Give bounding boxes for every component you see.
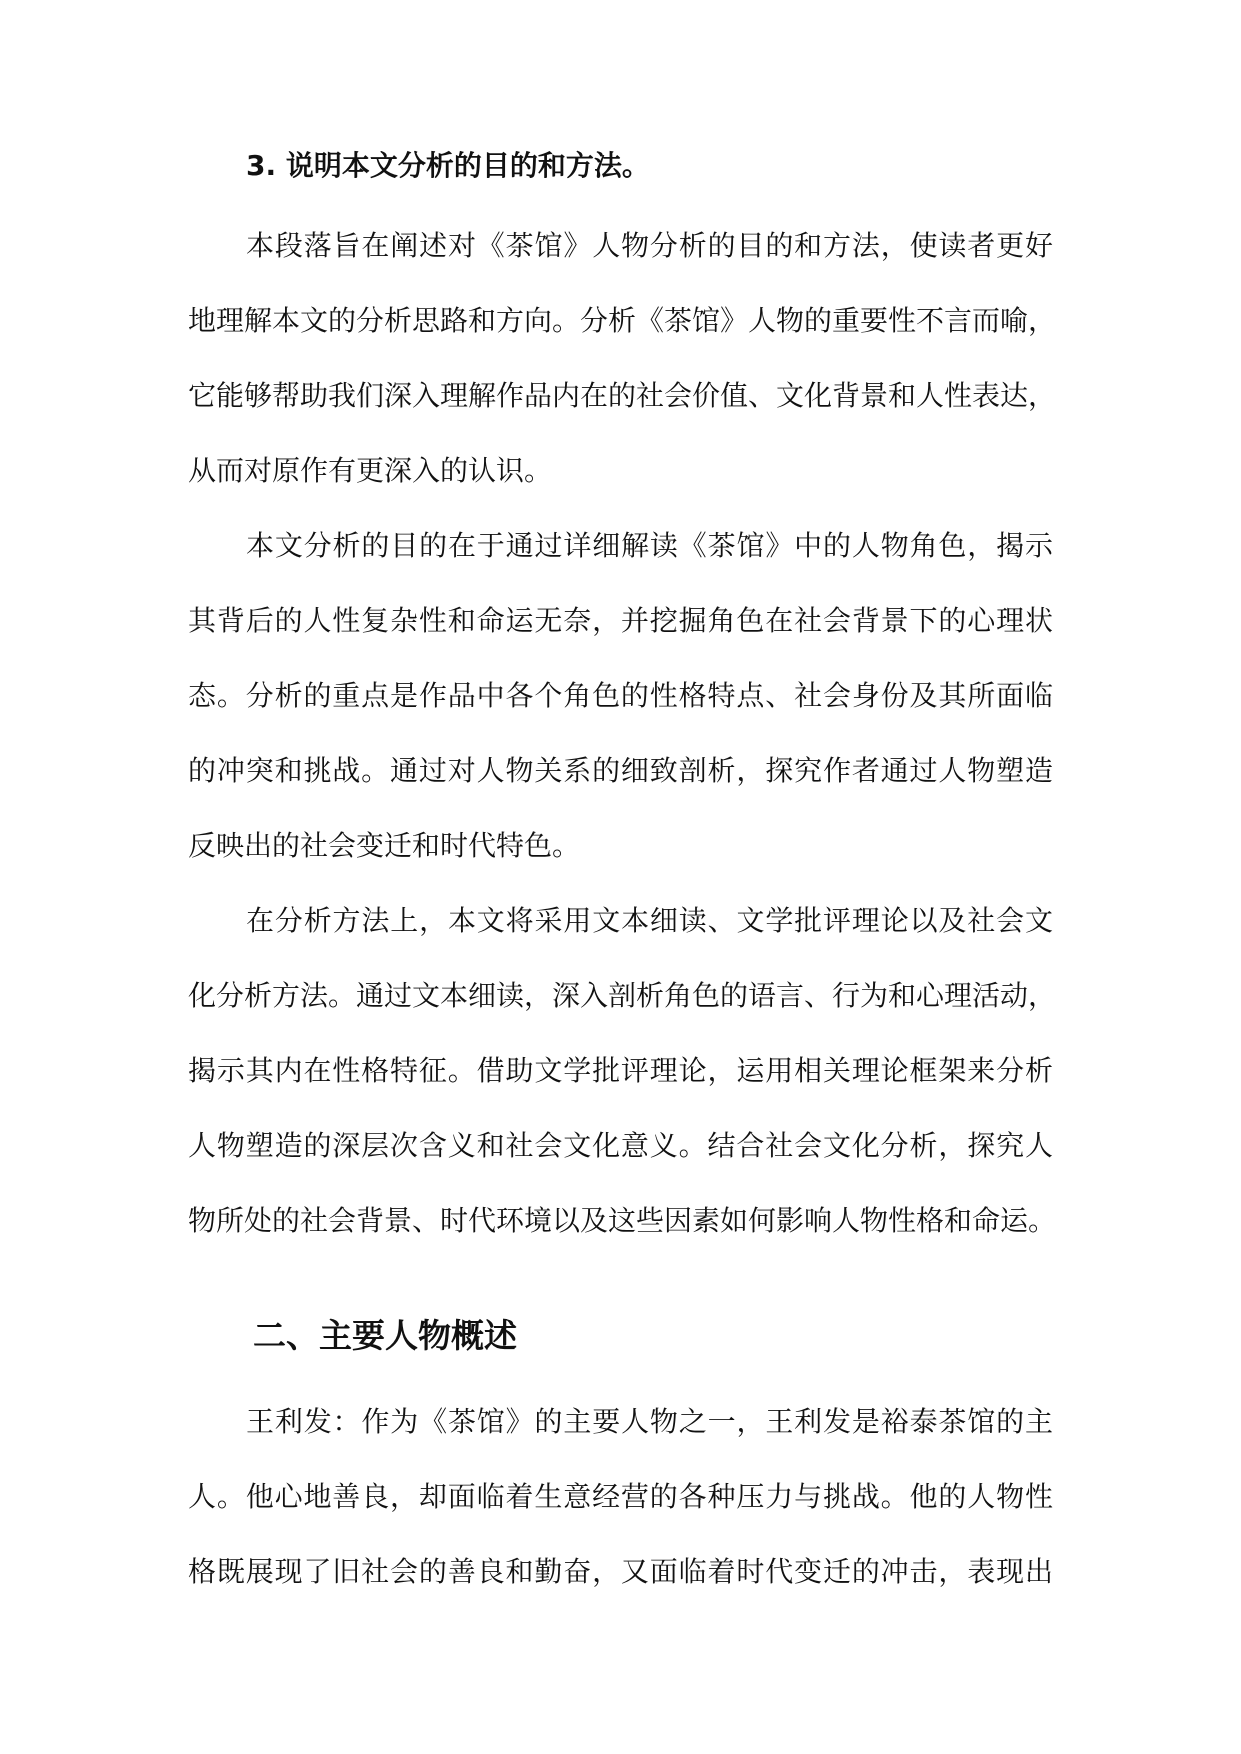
paragraph-line: 化分析方法。通过文本细读，深入剖析角色的语言、行为和心理活动， <box>188 979 1057 1012</box>
paragraph-line: 人物塑造的深层次含义和社会文化意义。结合社会文化分析，探究人 <box>188 1129 1053 1162</box>
paragraph-line: 地理解本文的分析思路和方向。分析《茶馆》人物的重要性不言而喻， <box>188 304 1057 337</box>
section-heading: 二、主要人物概述 <box>253 1316 517 1355</box>
paragraph-line: 物所处的社会背景、时代环境以及这些因素如何影响人物性格和命运。 <box>188 1204 1057 1237</box>
paragraph-line: 它能够帮助我们深入理解作品内在的社会价值、文化背景和人性表达， <box>188 379 1057 412</box>
paragraph-line: 本段落旨在阐述对《茶馆》人物分析的目的和方法，使读者更好 <box>246 229 1053 262</box>
paragraph-line: 揭示其内在性格特征。借助文学批评理论，运用相关理论框架来分析 <box>188 1054 1053 1087</box>
paragraph-line: 格既展现了旧社会的善良和勤奋，又面临着时代变迁的冲击，表现出 <box>188 1555 1053 1588</box>
subsection-heading: 3. 说明本文分析的目的和方法。 <box>246 149 650 182</box>
paragraph-line: 反映出的社会变迁和时代特色。 <box>188 829 581 862</box>
paragraph-line: 王利发：作为《茶馆》的主要人物之一，王利发是裕泰茶馆的主 <box>246 1405 1053 1438</box>
paragraph-line: 人。他心地善良，却面临着生意经营的各种压力与挑战。他的人物性 <box>188 1480 1053 1513</box>
paragraph-line: 本文分析的目的在于通过详细解读《茶馆》中的人物角色，揭示 <box>246 529 1053 562</box>
paragraph-line: 其背后的人性复杂性和命运无奈，并挖掘角色在社会背景下的心理状 <box>188 604 1053 637</box>
paragraph-line: 在分析方法上，本文将采用文本细读、文学批评理论以及社会文 <box>246 904 1053 937</box>
paragraph-line: 的冲突和挑战。通过对人物关系的细致剖析，探究作者通过人物塑造 <box>188 754 1053 787</box>
paragraph-line: 从而对原作有更深入的认识。 <box>188 454 553 487</box>
paragraph-line: 态。分析的重点是作品中各个角色的性格特点、社会身份及其所面临 <box>188 679 1053 712</box>
